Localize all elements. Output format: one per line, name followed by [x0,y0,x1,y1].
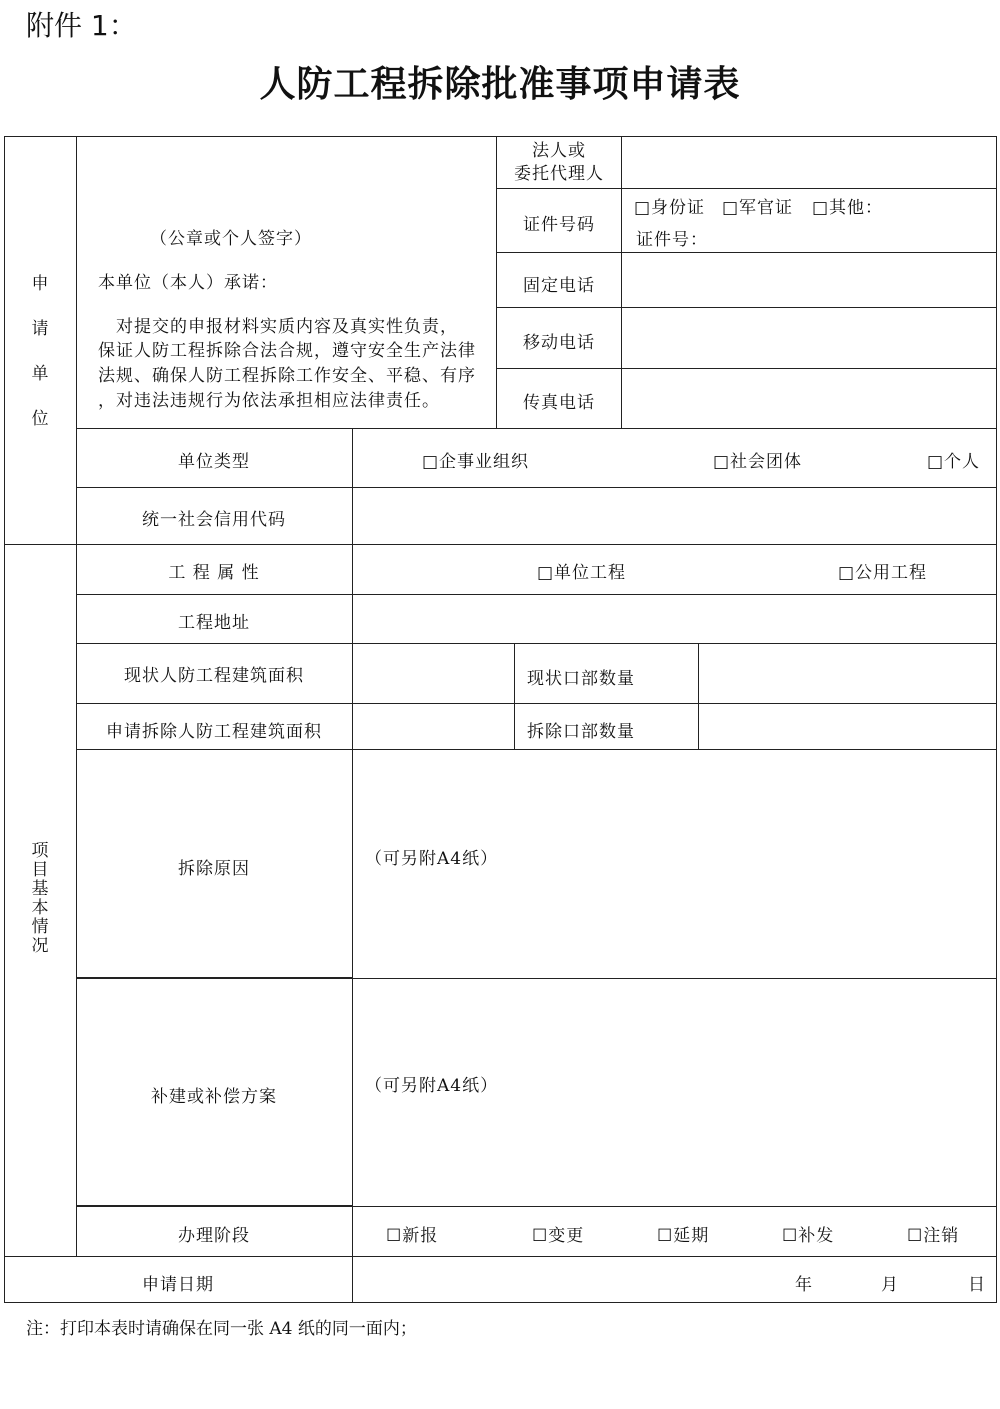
section-label-applicant: 申 请 单 位 [31,274,49,429]
unit-type-label: 单位类型 [178,452,250,472]
reason-note: （可另附A4纸） [365,849,499,869]
stage-label: 办理阶段 [178,1226,250,1246]
pledge-heading: 本单位（本人）承诺： [98,273,278,293]
current-area-label: 现状人防工程建筑面积 [124,666,304,686]
apply-date-day: 日 [968,1275,986,1295]
unit-type-option-social[interactable]: □社会团体 [713,452,803,472]
pledge-line: 法规、确保人防工程拆除工作安全、平稳、有序 [98,366,476,386]
id-number-label: 证件号码 [523,215,595,235]
attribute-option-public[interactable]: □公用工程 [838,563,928,583]
form-title: 人防工程拆除批准事项申请表 [259,63,741,105]
stage-option-new[interactable]: ☐新报 [386,1226,439,1246]
pledge-line: 对提交的申报材料实质内容及真实性负责， [98,317,458,337]
id-option-idcard[interactable]: □身份证 [634,198,706,218]
plan-note: （可另附A4纸） [365,1076,499,1096]
pledge-line: ，对违法违规行为依法承担相应法律责任。 [98,391,440,411]
address-label: 工程地址 [178,613,250,633]
reason-label: 拆除原因 [178,859,250,879]
attribute-label: 工 程 属 性 [168,563,260,583]
unit-type-option-individual[interactable]: □个人 [927,452,981,472]
section-label-project: 项 目 基 本 情 况 [31,841,49,956]
attribute-option-unit[interactable]: □单位工程 [537,563,627,583]
stage-option-extend[interactable]: ☐延期 [657,1226,710,1246]
attachment-label: 附件 1： [26,9,137,42]
id-option-military[interactable]: □军官证 [722,198,794,218]
id-option-other[interactable]: □其他： [812,198,884,218]
credit-code-label: 统一社会信用代码 [142,510,286,530]
id-number-sub-label: 证件号： [636,230,708,250]
apply-date-month: 月 [881,1275,899,1295]
mobile-phone-label: 移动电话 [523,333,595,353]
stage-option-cancel[interactable]: ☐注销 [907,1226,960,1246]
pledge-line: 保证人防工程拆除合法合规，遵守安全生产法律 [98,341,476,361]
unit-type-option-enterprise[interactable]: □企事业组织 [422,452,530,472]
seal-note: （公章或个人签字） [150,229,312,249]
stage-option-reissue[interactable]: ☐补发 [782,1226,835,1246]
apply-date-year: 年 [795,1275,813,1295]
footnote: 注：打印本表时请确保在同一张 A4 纸的同一面内； [26,1319,417,1339]
legal-rep-label: 法人或 委托代理人 [514,141,604,184]
fax-label: 传真电话 [523,393,595,413]
demolish-area-label: 申请拆除人防工程建筑面积 [106,722,322,742]
demolish-entrances-label: 拆除口部数量 [527,722,635,742]
apply-date-label: 申请日期 [142,1275,214,1295]
stage-option-change[interactable]: ☐变更 [532,1226,585,1246]
plan-label: 补建或补偿方案 [151,1087,277,1107]
current-entrances-label: 现状口部数量 [527,669,635,689]
fixed-phone-label: 固定电话 [523,276,595,296]
